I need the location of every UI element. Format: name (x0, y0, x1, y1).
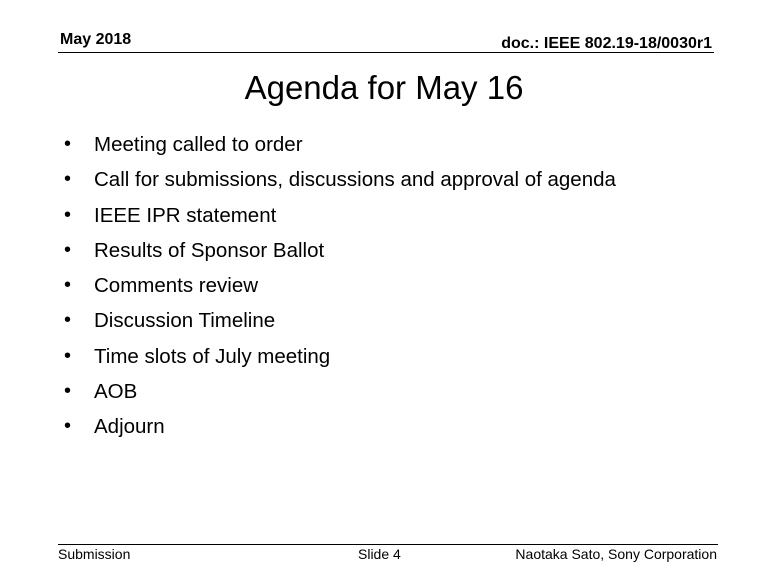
bullet-icon: • (64, 309, 72, 332)
footer-author: Naotaka Sato, Sony Corporation (515, 546, 717, 562)
agenda-item-text: Meeting called to order (94, 133, 303, 156)
bullet-icon: • (64, 415, 72, 438)
agenda-item-text: Discussion Timeline (94, 309, 276, 333)
header-divider (58, 52, 714, 53)
header-document-id: doc.: IEEE 802.19-18/0030r1 (501, 35, 712, 52)
footer-submission: Submission (58, 546, 131, 562)
bullet-icon: • (64, 274, 72, 297)
bullet-icon: • (64, 238, 72, 261)
agenda-item-text: AOB (94, 380, 138, 404)
agenda-item (64, 268, 616, 303)
slide-title: Agenda for May 16 (244, 69, 524, 106)
agenda-item (64, 127, 616, 162)
bullet-icon: • (64, 168, 72, 191)
agenda-item-text: Call for submissions, discussions and approval of agenda (94, 168, 616, 192)
agenda-item-text: IEEE IPR statement (94, 203, 277, 227)
agenda-item (64, 374, 616, 409)
agenda-item-text: Comments review (94, 274, 259, 298)
agenda-item (64, 409, 616, 444)
agenda-item-text: Adjourn (94, 415, 165, 439)
agenda-item (64, 233, 616, 268)
bullet-icon: • (64, 380, 72, 403)
agenda-item (64, 303, 616, 338)
bullet-icon: • (64, 203, 72, 226)
footer-slide-number: Slide 4 (358, 546, 401, 562)
agenda-item-text: Time slots of July meeting (94, 344, 331, 368)
header-date: May 2018 (60, 31, 132, 48)
agenda-item-text: Results of Sponsor Ballot (94, 238, 325, 262)
agenda-item (64, 339, 616, 374)
bullet-icon: • (64, 344, 72, 367)
agenda-item (64, 162, 616, 197)
agenda-list (64, 127, 616, 445)
agenda-item (64, 198, 616, 233)
bullet-icon: • (64, 133, 72, 155)
